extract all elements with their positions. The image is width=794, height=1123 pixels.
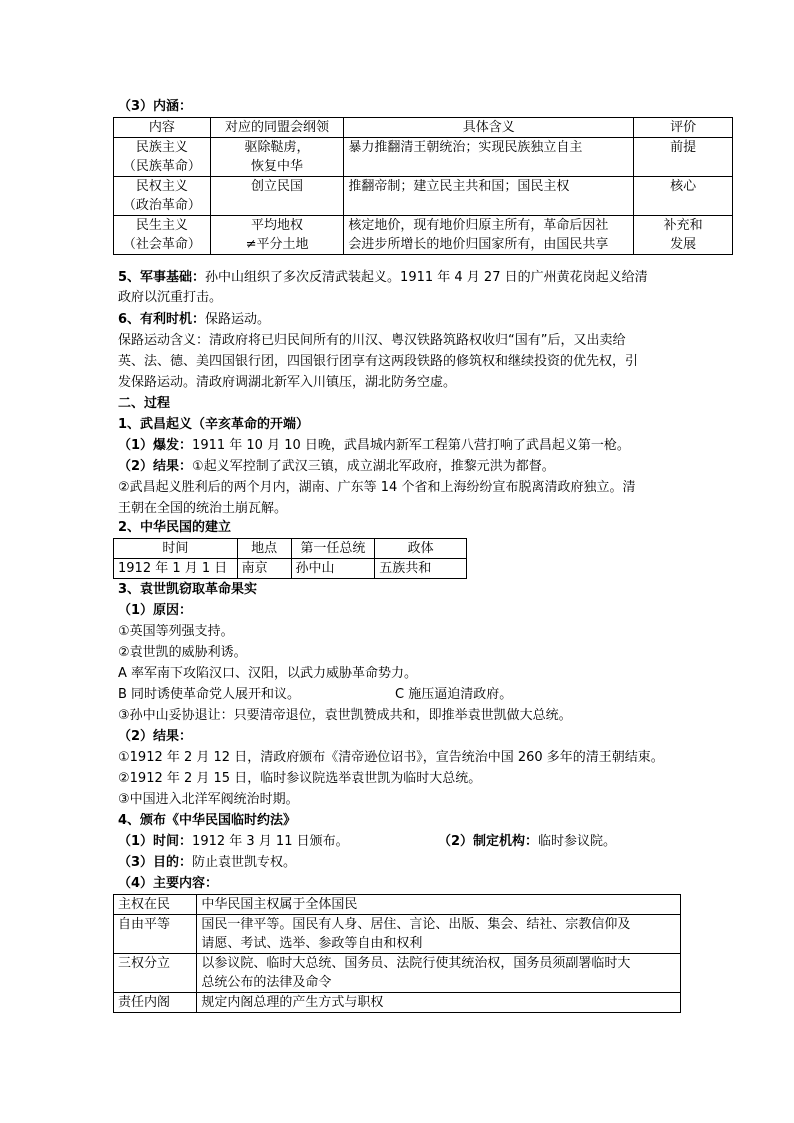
wuchang-result-2-cont: 王朝在全国的统治土崩瓦解。 [118, 501, 288, 516]
yuan-cause: ③孙中山妥协退让：只要清帝退位，袁世凯赞成共和，即推举袁世凯做大总统。 [118, 708, 572, 723]
table-cell: 民族主义 （民族革命） [114, 138, 211, 177]
wuchang-result-2: ②武昌起义胜利后的两个月内，湖南、广东等 14 个省和上海纷纷宣布脱离清政府独立。清 [118, 480, 636, 495]
table-cell: 规定内阁总理的产生方式与职权 [197, 993, 681, 1013]
wuchang-heading: 1、武昌起义（辛亥革命的开端） [118, 417, 310, 432]
table-cell: 推翻帝制；建立民主共和国；国民主权 [344, 177, 634, 216]
header-cell: 内容 [114, 118, 211, 138]
table-cell: 核心 [634, 177, 733, 216]
table-header-row [114, 539, 467, 559]
yuan-result-label: （2）结果： [118, 729, 193, 744]
table-cell: 以参议院、临时大总统、国务员、法院行使其统治权，国务员须副署临时大 总统公布的法律及命令 [197, 954, 681, 993]
yuan-cause: B 同时诱使革命党人展开和议。 [118, 687, 301, 702]
railway-text: 发保路运动。清政府调湖北新军入川镇压，湖北防务空虚。 [118, 375, 457, 390]
header-cell: 政体 [375, 539, 467, 559]
constitution-content-label: （4）主要内容： [118, 876, 219, 891]
yuan-result: ③中国进入北洋军阀统治时期。 [118, 792, 299, 807]
table-cell: 孙中山 [291, 559, 375, 579]
table-cell: 民生主义 （社会革命） [114, 216, 211, 255]
table-cell: 责任内阁 [114, 993, 197, 1013]
table-row [114, 177, 733, 216]
opportunity-paragraph [118, 310, 270, 330]
table-row [114, 954, 681, 993]
table-row [114, 993, 681, 1013]
constitution-heading: 4、颁布《中华民国临时约法》 [118, 813, 297, 828]
wuchang-outbreak [118, 436, 630, 456]
table-cell: 民权主义 （政治革命） [114, 177, 211, 216]
table-row [114, 895, 681, 915]
table-cell: 自由平等 [114, 915, 197, 954]
section-heading-connotation: （3）内涵： [118, 99, 193, 114]
constitution-time [118, 832, 349, 852]
constitution-purpose [118, 853, 296, 873]
table-row [114, 138, 733, 177]
railway-text: 保路运动含义：清政府将已归民间所有的川汉、粤汉铁路筑路权收归“国有”后，又出卖给 [118, 333, 626, 348]
military-text-cont: 政府以沉重打击。 [118, 290, 223, 305]
table-cell: 补充和 发展 [634, 216, 733, 255]
roc-table [113, 538, 467, 579]
yuan-result: ②1912 年 2 月 15 日，临时参议院选举袁世凯为临时大总统。 [118, 771, 482, 786]
result-text: ①起义军控制了武汉三镇，成立湖北军政府，推黎元洪为都督。 [192, 459, 555, 474]
header-cell: 地点 [237, 539, 291, 559]
header-cell: 评价 [634, 118, 733, 138]
table-row [114, 559, 467, 579]
table-cell: 1912 年 1 月 1 日 [114, 559, 238, 579]
header-cell: 第一任总统 [291, 539, 375, 559]
purpose-text: 防止袁世凯专权。 [192, 855, 297, 870]
table-row [114, 915, 681, 954]
outbreak-text: 1911 年 10 月 10 日晚，武昌城内新军工程第八营打响了武昌起义第一枪。 [192, 438, 630, 453]
roc-heading: 2、中华民国的建立 [118, 520, 232, 535]
yuan-cause: C 施压逼迫清政府。 [395, 687, 513, 702]
body-label: （2）制定机构： [438, 834, 539, 849]
military-label: 5、军事基础： [118, 270, 206, 285]
table-cell: 暴力推翻清王朝统治；实现民族独立自主 [344, 138, 634, 177]
header-cell: 具体含义 [344, 118, 634, 138]
opportunity-text: 保路运动。 [205, 312, 271, 327]
table-cell: 三权分立 [114, 954, 197, 993]
constitution-body [438, 832, 616, 852]
connotation-table [113, 117, 733, 255]
table-cell: 驱除鞑虏， 恢复中华 [210, 138, 344, 177]
body-text: 临时参议院。 [538, 834, 617, 849]
table-cell: 国民一律平等。国民有人身、居住、言论、出版、集会、结社、宗教信仰及 请愿、考试、选举、参政等自由和权利 [197, 915, 681, 954]
result-label: （2）结果： [118, 459, 193, 474]
wuchang-result [118, 457, 555, 477]
yuan-cause: ②袁世凯的威胁利诱。 [118, 645, 247, 660]
table-cell: 前提 [634, 138, 733, 177]
table-cell: 五族共和 [375, 559, 467, 579]
outbreak-label: （1）爆发： [118, 438, 193, 453]
time-text: 1912 年 3 月 11 日颁布。 [192, 834, 349, 849]
opportunity-label: 6、有利时机： [118, 312, 206, 327]
header-cell: 时间 [114, 539, 238, 559]
process-heading: 二、过程 [118, 396, 171, 411]
table-cell: 主权在民 [114, 895, 197, 915]
table-cell: 中华民国主权属于全体国民 [197, 895, 681, 915]
time-label: （1）时间： [118, 834, 193, 849]
yuan-heading: 3、袁世凯窃取革命果实 [118, 582, 258, 597]
yuan-cause-label: （1）原因： [118, 603, 193, 618]
purpose-label: （3）目的： [118, 855, 193, 870]
yuan-cause: A 率军南下攻陷汉口、汉阳，以武力威胁革命势力。 [118, 666, 418, 681]
table-header-row [114, 118, 733, 138]
header-cell: 对应的同盟会纲领 [210, 118, 344, 138]
military-paragraph [118, 268, 648, 288]
military-text: 孙中山组织了多次反清武装起义。1911 年 4 月 27 日的广州黄花岗起义给清 [205, 270, 648, 285]
table-cell: 核定地价，现有地价归原主所有，革命后因社 会进步所增长的地价归国家所有，由国民共享 [344, 216, 634, 255]
table-cell: 南京 [237, 559, 291, 579]
constitution-table [113, 894, 681, 1013]
table-row [114, 216, 733, 255]
yuan-cause: ①英国等列强支持。 [118, 624, 234, 639]
railway-text: 英、法、德、美四国银行团，四国银行团享有这两段铁路的修筑权和继续投资的优先权，引 [118, 354, 639, 369]
table-cell: 平均地权 ≠平分土地 [210, 216, 344, 255]
table-cell: 创立民国 [210, 177, 344, 216]
yuan-result: ①1912 年 2 月 12 日，清政府颁布《清帝逊位诏书》，宣告统治中国 260 多年的清王朝结束。 [118, 750, 664, 765]
